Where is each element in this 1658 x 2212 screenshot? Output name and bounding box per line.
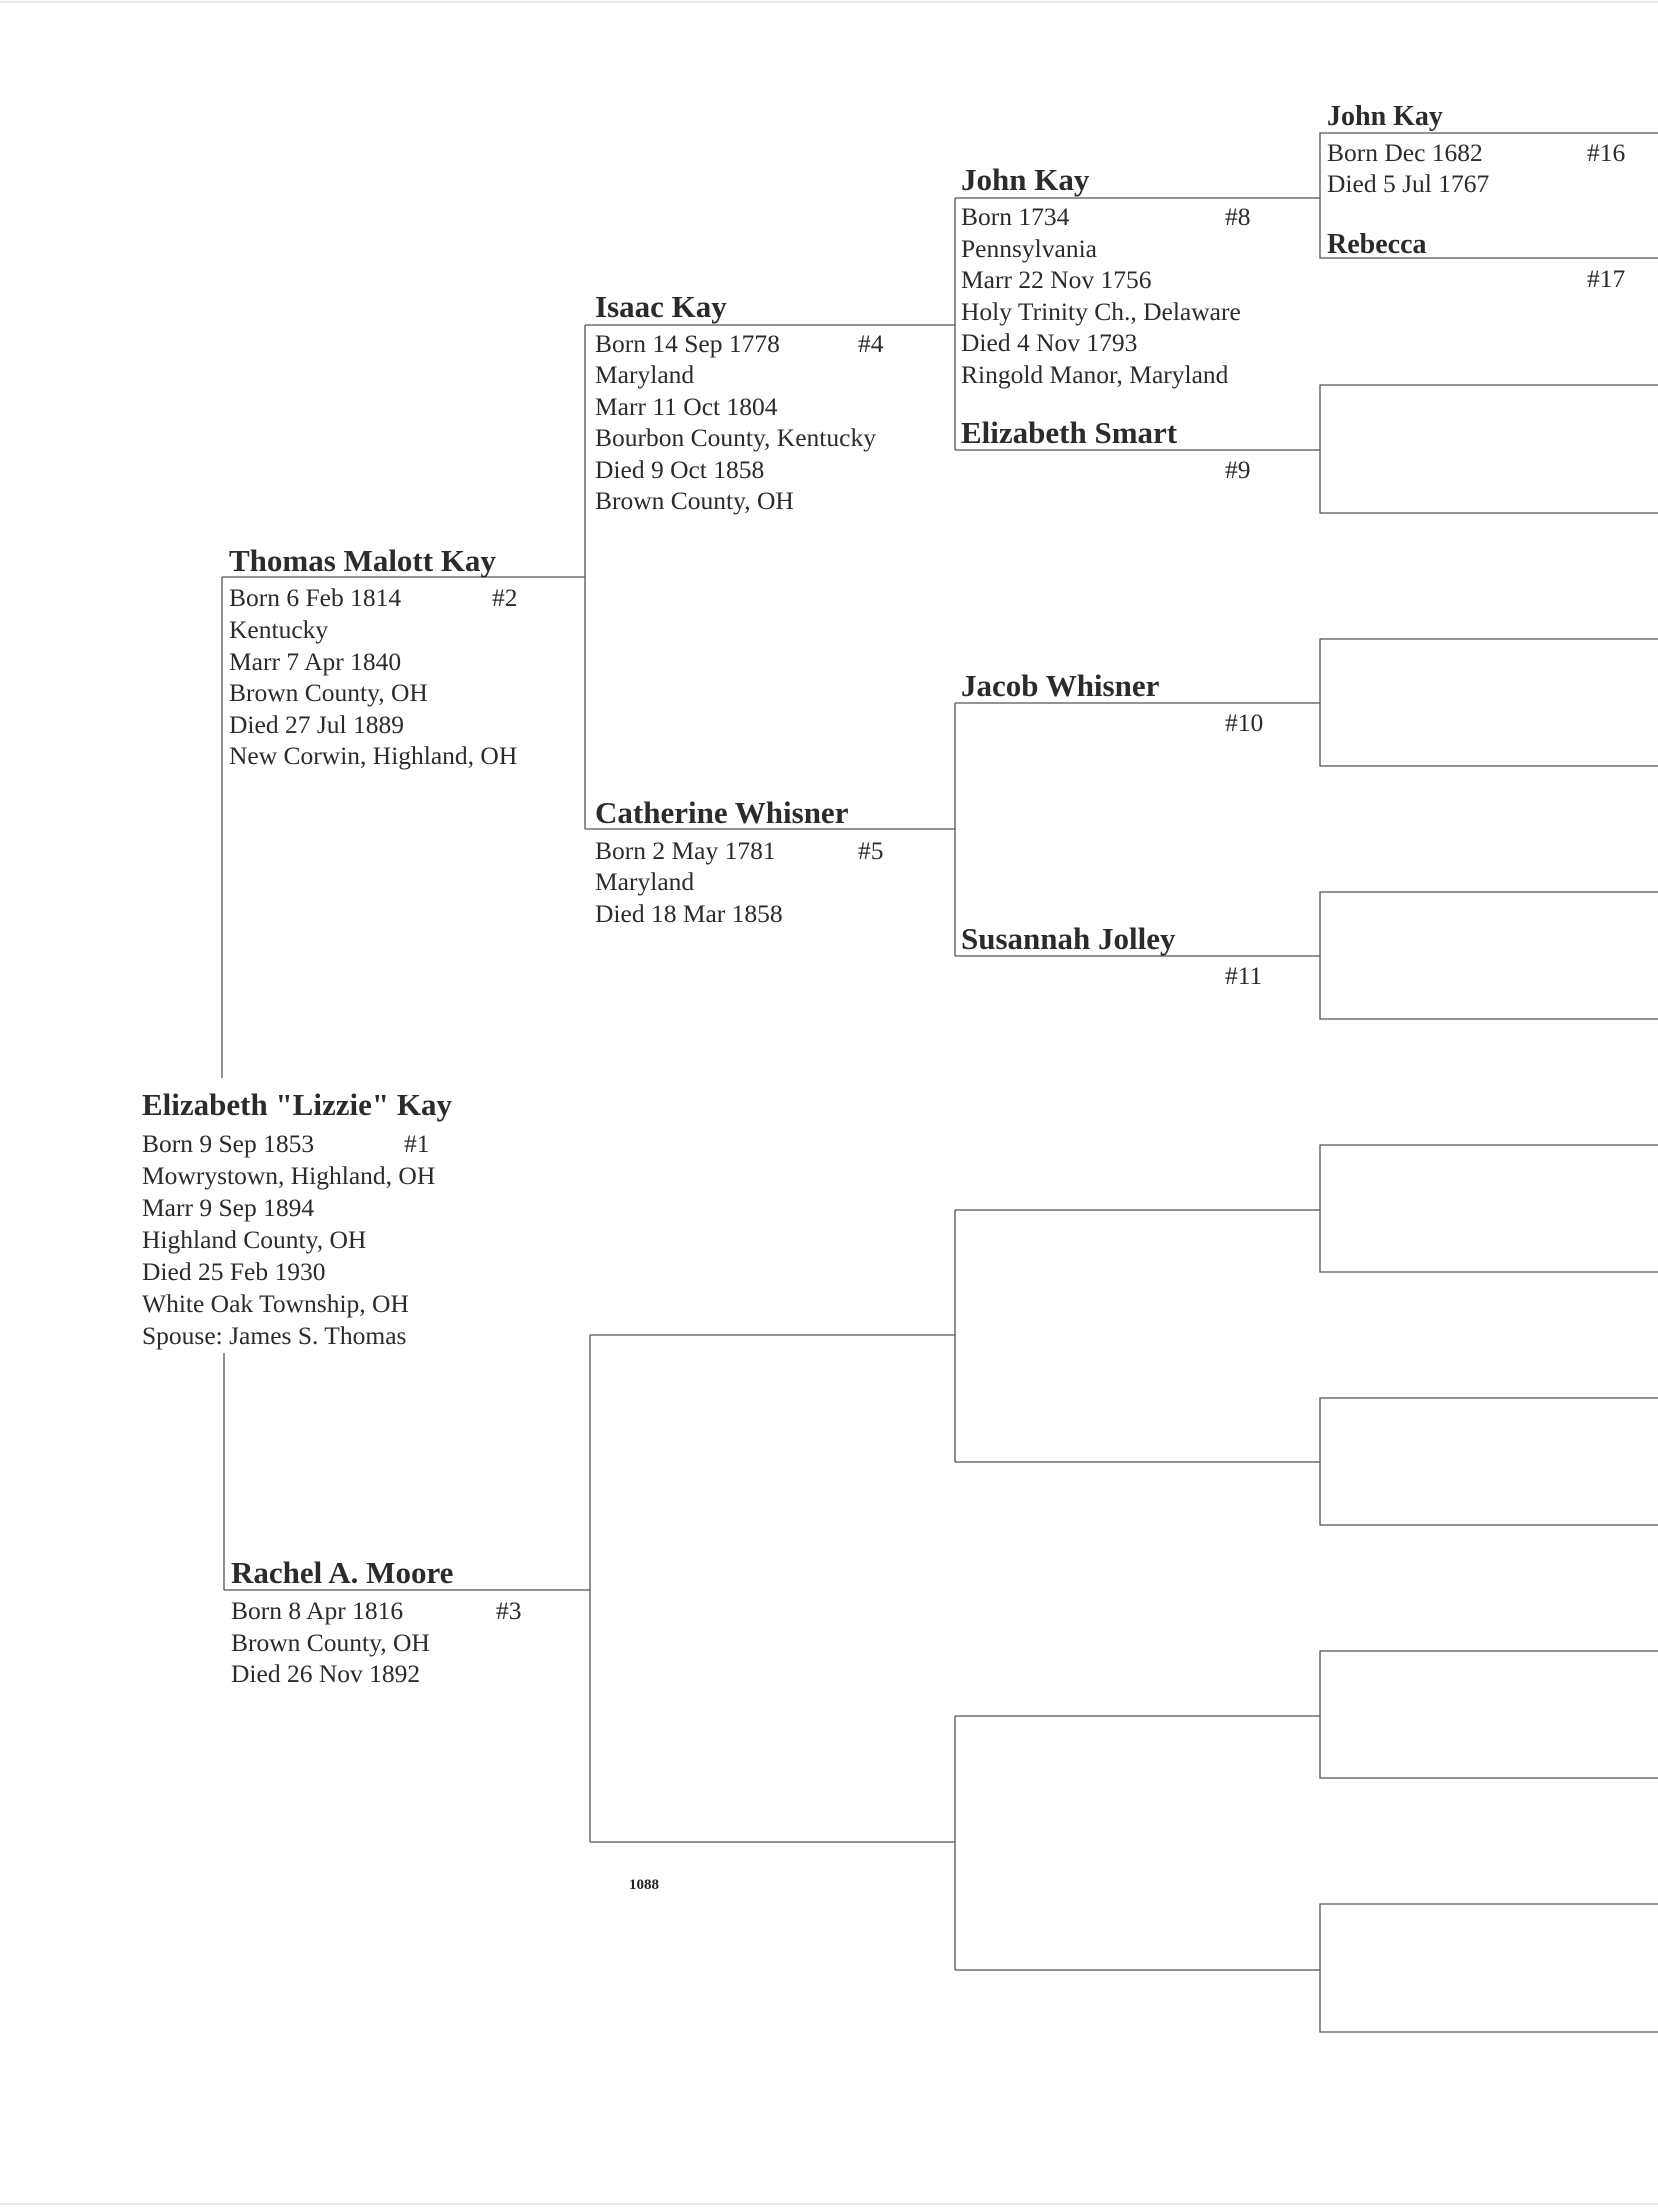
person-2-line: Born 6 Feb 1814 bbox=[229, 583, 402, 612]
person-3-name: Rachel A. Moore bbox=[231, 1555, 454, 1590]
person-1-name: Elizabeth "Lizzie" Kay bbox=[142, 1087, 452, 1122]
person-1-line: Born 9 Sep 1853 bbox=[142, 1129, 315, 1158]
person-2-line: New Corwin, Highland, OH bbox=[229, 741, 518, 770]
person-5-line: Born 2 May 1781 bbox=[595, 836, 776, 865]
person-1-line: Marr 9 Sep 1894 bbox=[142, 1193, 315, 1222]
person-1-line: Died 25 Feb 1930 bbox=[142, 1257, 326, 1286]
person-4-name: Isaac Kay bbox=[595, 289, 727, 324]
person-17-name: Rebecca bbox=[1327, 229, 1427, 260]
person-16-name: John Kay bbox=[1327, 101, 1443, 132]
person-4-line: Born 14 Sep 1778 bbox=[595, 329, 780, 358]
person-8-line: Died 4 Nov 1793 bbox=[961, 328, 1138, 357]
person-8-line: Pennsylvania bbox=[961, 234, 1097, 263]
person-4-number: #4 bbox=[858, 329, 884, 358]
person-1-line: Spouse: James S. Thomas bbox=[142, 1321, 407, 1350]
person-4-line: Bourbon County, Kentucky bbox=[595, 423, 876, 452]
page-number: 1088 bbox=[629, 1877, 659, 1893]
person-8-number: #8 bbox=[1225, 202, 1251, 231]
person-4-line: Marr 11 Oct 1804 bbox=[595, 392, 778, 421]
person-16-number: #16 bbox=[1587, 138, 1626, 167]
person-2-number: #2 bbox=[492, 583, 518, 612]
person-5-line: Died 18 Mar 1858 bbox=[595, 899, 783, 928]
person-2-name: Thomas Malott Kay bbox=[229, 543, 496, 578]
person-9-number: #9 bbox=[1225, 455, 1251, 484]
person-8-line: Holy Trinity Ch., Delaware bbox=[961, 297, 1241, 326]
person-17-number: #17 bbox=[1587, 264, 1626, 293]
person-4-line: Maryland bbox=[595, 360, 695, 389]
person-4-line: Brown County, OH bbox=[595, 486, 794, 515]
person-1-number: #1 bbox=[404, 1129, 430, 1158]
person-10-name: Jacob Whisner bbox=[961, 668, 1160, 703]
person-2-line: Brown County, OH bbox=[229, 678, 428, 707]
person-1-line: Highland County, OH bbox=[142, 1225, 367, 1254]
person-5-line: Maryland bbox=[595, 867, 695, 896]
person-8-line: Born 1734 bbox=[961, 202, 1070, 231]
person-4-line: Died 9 Oct 1858 bbox=[595, 455, 765, 484]
person-9-name: Elizabeth Smart bbox=[961, 415, 1178, 450]
person-3-number: #3 bbox=[496, 1596, 522, 1625]
person-10-number: #10 bbox=[1225, 708, 1264, 737]
person-3-line: Brown County, OH bbox=[231, 1628, 430, 1657]
person-1-line: Mowrystown, Highland, OH bbox=[142, 1161, 436, 1190]
person-2-line: Marr 7 Apr 1840 bbox=[229, 647, 402, 676]
person-5-number: #5 bbox=[858, 836, 884, 865]
person-5-name: Catherine Whisner bbox=[595, 795, 849, 830]
person-1-line: White Oak Township, OH bbox=[142, 1289, 409, 1318]
person-11-name: Susannah Jolley bbox=[961, 921, 1176, 956]
person-2-line: Kentucky bbox=[229, 615, 329, 644]
person-8-name: John Kay bbox=[961, 162, 1090, 197]
person-8-line: Ringold Manor, Maryland bbox=[961, 360, 1229, 389]
person-8-line: Marr 22 Nov 1756 bbox=[961, 265, 1152, 294]
person-16-line: Died 5 Jul 1767 bbox=[1327, 169, 1490, 198]
person-3-line: Died 26 Nov 1892 bbox=[231, 1659, 421, 1688]
person-2-line: Died 27 Jul 1889 bbox=[229, 710, 404, 739]
person-3-line: Born 8 Apr 1816 bbox=[231, 1596, 404, 1625]
person-16-line: Born Dec 1682 bbox=[1327, 138, 1483, 167]
person-11-number: #11 bbox=[1225, 961, 1263, 990]
